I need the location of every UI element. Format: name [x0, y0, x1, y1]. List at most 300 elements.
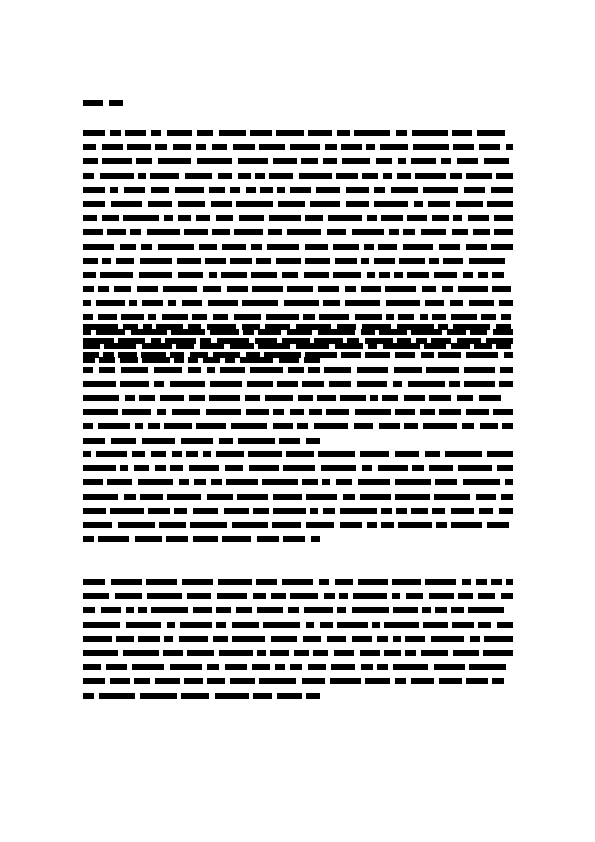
- illegible-word: [453, 215, 462, 221]
- illegible-word: [102, 144, 123, 150]
- illegible-word: [506, 144, 513, 150]
- illegible-word: [497, 622, 513, 628]
- illegible-word: [347, 338, 359, 344]
- text-line: [83, 269, 513, 283]
- illegible-word: [366, 144, 375, 150]
- illegible-word: [499, 381, 513, 387]
- illegible-word: [290, 664, 302, 670]
- illegible-word: [159, 522, 186, 528]
- illegible-word: [306, 522, 334, 528]
- illegible-word: [139, 395, 155, 401]
- illegible-word: [360, 494, 391, 500]
- illegible-word: [302, 381, 324, 387]
- illegible-word: [140, 693, 177, 699]
- illegible-word: [154, 367, 182, 373]
- illegible-word: [246, 187, 256, 193]
- illegible-word: [245, 395, 260, 401]
- illegible-word: [213, 636, 228, 642]
- illegible-word: [333, 244, 359, 250]
- illegible-word: [462, 423, 474, 429]
- illegible-word: [273, 409, 284, 415]
- illegible-word: [290, 593, 318, 599]
- illegible-word: [101, 607, 121, 613]
- illegible-word: [308, 130, 332, 136]
- illegible-word: [501, 314, 511, 320]
- illegible-word: [120, 465, 128, 471]
- illegible-word: [197, 158, 232, 164]
- illegible-word: [411, 508, 428, 514]
- illegible-word: [365, 678, 390, 684]
- illegible-word: [422, 286, 436, 292]
- illegible-word: [324, 367, 351, 373]
- illegible-word: [383, 173, 392, 179]
- illegible-word: [389, 229, 399, 235]
- illegible-word: [257, 536, 279, 542]
- illegible-word: [123, 324, 138, 330]
- illegible-word: [428, 201, 450, 207]
- illegible-word: [420, 314, 428, 320]
- illegible-word: [487, 451, 513, 457]
- illegible-word: [231, 423, 267, 429]
- illegible-word: [505, 479, 513, 485]
- text-line: [83, 435, 513, 449]
- illegible-word: [156, 324, 183, 330]
- heading-word: [109, 100, 123, 106]
- illegible-word: [365, 338, 393, 344]
- illegible-word: [456, 201, 483, 207]
- illegible-word: [463, 272, 473, 278]
- illegible-word: [173, 144, 191, 150]
- illegible-word: [304, 607, 333, 613]
- illegible-word: [147, 229, 180, 235]
- illegible-word: [353, 593, 387, 599]
- illegible-word: [147, 593, 182, 599]
- illegible-word: [207, 324, 236, 330]
- illegible-word: [190, 352, 208, 358]
- illegible-word: [200, 338, 211, 344]
- illegible-word: [83, 173, 94, 179]
- text-line: [83, 420, 513, 434]
- illegible-word: [203, 286, 221, 292]
- illegible-word: [83, 622, 120, 628]
- illegible-word: [118, 352, 137, 358]
- illegible-word: [420, 409, 435, 415]
- text-line: [83, 184, 513, 198]
- illegible-word: [212, 144, 227, 150]
- illegible-word: [203, 451, 211, 457]
- illegible-word: [415, 173, 446, 179]
- illegible-word: [188, 324, 201, 330]
- illegible-word: [432, 314, 446, 320]
- illegible-word: [238, 438, 275, 444]
- illegible-word: [323, 508, 335, 514]
- illegible-word: [393, 664, 428, 670]
- illegible-word: [137, 286, 158, 292]
- text-line: [83, 491, 513, 505]
- illegible-word: [501, 593, 513, 599]
- illegible-word: [193, 536, 218, 542]
- illegible-word: [162, 314, 188, 320]
- illegible-word: [142, 438, 175, 444]
- illegible-word: [189, 395, 205, 401]
- text-line: [83, 675, 513, 689]
- illegible-word: [273, 423, 293, 429]
- text-line: [83, 255, 513, 269]
- illegible-word: [308, 664, 326, 670]
- illegible-word: [429, 395, 451, 401]
- illegible-word: [222, 536, 251, 542]
- illegible-word: [255, 338, 277, 344]
- illegible-word: [230, 678, 255, 684]
- illegible-word: [83, 201, 105, 207]
- illegible-word: [83, 438, 105, 444]
- illegible-word: [423, 187, 458, 193]
- illegible-word: [290, 187, 311, 193]
- illegible-word: [110, 508, 144, 514]
- illegible-word: [396, 508, 407, 514]
- illegible-word: [83, 536, 94, 542]
- text-line: [83, 392, 513, 406]
- illegible-word: [310, 201, 340, 207]
- illegible-word: [123, 215, 159, 221]
- illegible-word: [378, 465, 408, 471]
- illegible-word: [457, 395, 473, 401]
- illegible-word: [110, 130, 121, 136]
- illegible-word: [106, 664, 127, 670]
- illegible-word: [354, 130, 390, 136]
- illegible-word: [379, 272, 390, 278]
- illegible-word: [102, 158, 132, 164]
- illegible-word: [377, 664, 388, 670]
- illegible-word: [436, 522, 447, 528]
- illegible-word: [306, 693, 320, 699]
- illegible-word: [209, 395, 240, 401]
- illegible-word: [327, 636, 346, 642]
- illegible-word: [502, 423, 513, 429]
- illegible-word: [275, 664, 285, 670]
- illegible-word: [470, 636, 480, 642]
- illegible-word: [124, 187, 145, 193]
- illegible-word: [341, 352, 361, 358]
- illegible-word: [313, 650, 328, 656]
- illegible-word: [392, 579, 421, 585]
- illegible-word: [438, 352, 461, 358]
- illegible-word: [269, 215, 301, 221]
- illegible-word: [189, 465, 219, 471]
- illegible-word: [491, 244, 513, 250]
- illegible-word: [118, 338, 145, 344]
- illegible-word: [362, 465, 372, 471]
- illegible-word: [206, 409, 241, 415]
- illegible-word: [441, 158, 451, 164]
- illegible-word: [262, 479, 298, 485]
- illegible-word: [179, 636, 208, 642]
- illegible-word: [319, 579, 329, 585]
- illegible-word: [238, 173, 251, 179]
- illegible-word: [422, 607, 431, 613]
- illegible-word: [141, 352, 166, 358]
- illegible-word: [480, 423, 498, 429]
- illegible-word: [380, 144, 408, 150]
- illegible-word: [299, 173, 332, 179]
- illegible-word: [372, 622, 380, 628]
- illegible-word: [278, 201, 305, 207]
- illegible-word: [83, 409, 118, 415]
- illegible-word: [395, 494, 430, 500]
- illegible-word: [252, 664, 270, 670]
- illegible-word: [381, 215, 403, 221]
- text-line: [83, 604, 513, 618]
- illegible-word: [398, 158, 406, 164]
- illegible-word: [288, 607, 299, 613]
- illegible-word: [393, 636, 401, 642]
- illegible-word: [499, 508, 513, 514]
- illegible-word: [445, 451, 482, 457]
- illegible-word: [251, 244, 262, 250]
- illegible-word: [100, 272, 133, 278]
- illegible-word: [259, 144, 285, 150]
- illegible-word: [395, 352, 415, 358]
- text-line: [83, 533, 513, 547]
- illegible-word: [398, 522, 432, 528]
- illegible-word: [395, 451, 419, 457]
- illegible-word: [481, 314, 496, 320]
- illegible-word: [216, 215, 233, 221]
- illegible-word: [121, 367, 148, 373]
- illegible-word: [334, 650, 354, 656]
- illegible-word: [233, 144, 255, 150]
- illegible-word: [155, 465, 166, 471]
- illegible-word: [263, 622, 300, 628]
- illegible-word: [211, 479, 222, 485]
- illegible-word: [333, 272, 361, 278]
- illegible-word: [102, 215, 119, 221]
- illegible-word: [166, 536, 188, 542]
- illegible-word: [270, 650, 289, 656]
- illegible-word: [303, 636, 321, 642]
- illegible-word: [179, 479, 189, 485]
- illegible-word: [83, 352, 99, 358]
- illegible-word: [301, 158, 318, 164]
- illegible-word: [425, 579, 456, 585]
- illegible-word: [492, 678, 504, 684]
- illegible-word: [146, 579, 177, 585]
- illegible-word: [126, 607, 134, 613]
- illegible-word: [453, 650, 479, 656]
- illegible-word: [320, 622, 333, 628]
- illegible-word: [83, 215, 97, 221]
- illegible-word: [209, 272, 217, 278]
- illegible-word: [412, 465, 424, 471]
- illegible-word: [267, 244, 299, 250]
- illegible-word: [83, 636, 112, 642]
- illegible-word: [170, 465, 183, 471]
- illegible-word: [421, 352, 434, 358]
- illegible-word: [450, 173, 462, 179]
- illegible-word: [434, 664, 465, 670]
- illegible-word: [496, 173, 513, 179]
- illegible-word: [468, 607, 504, 613]
- illegible-word: [114, 286, 131, 292]
- illegible-word: [457, 158, 478, 164]
- illegible-word: [197, 130, 213, 136]
- illegible-word: [451, 522, 482, 528]
- text-line: [83, 127, 513, 141]
- text-line: [83, 462, 513, 476]
- illegible-word: [283, 465, 315, 471]
- illegible-word: [492, 286, 511, 292]
- illegible-word: [190, 522, 227, 528]
- illegible-word: [326, 409, 349, 415]
- illegible-word: [215, 693, 249, 699]
- illegible-word: [314, 423, 348, 429]
- illegible-word: [318, 451, 355, 457]
- illegible-word: [304, 272, 329, 278]
- illegible-word: [83, 324, 118, 330]
- illegible-word: [83, 338, 114, 344]
- illegible-word: [142, 300, 163, 306]
- illegible-word: [158, 158, 191, 164]
- illegible-word: [416, 338, 427, 344]
- illegible-word: [310, 508, 318, 514]
- illegible-word: [414, 201, 423, 207]
- illegible-word: [98, 314, 117, 320]
- illegible-word: [125, 395, 135, 401]
- illegible-word: [407, 272, 429, 278]
- illegible-word: [282, 272, 298, 278]
- illegible-word: [306, 622, 314, 628]
- illegible-word: [316, 187, 340, 193]
- illegible-word: [129, 300, 137, 306]
- illegible-word: [242, 300, 278, 306]
- illegible-word: [83, 494, 118, 500]
- illegible-word: [385, 286, 416, 292]
- illegible-word: [435, 607, 447, 613]
- illegible-word: [83, 314, 93, 320]
- illegible-word: [83, 693, 94, 699]
- illegible-word: [226, 479, 258, 485]
- illegible-word: [452, 130, 472, 136]
- illegible-word: [252, 286, 283, 292]
- illegible-word: [111, 438, 136, 444]
- illegible-word: [462, 579, 471, 585]
- illegible-word: [213, 352, 240, 358]
- illegible-word: [287, 286, 313, 292]
- illegible-word: [386, 300, 420, 306]
- illegible-word: [164, 423, 192, 429]
- illegible-word: [234, 229, 263, 235]
- illegible-word: [138, 636, 160, 642]
- illegible-word: [271, 593, 286, 599]
- illegible-word: [260, 187, 273, 193]
- illegible-word: [279, 438, 300, 444]
- illegible-word: [83, 423, 93, 429]
- illegible-word: [122, 409, 151, 415]
- illegible-word: [337, 622, 368, 628]
- illegible-word: [138, 479, 173, 485]
- illegible-word: [139, 272, 172, 278]
- illegible-word: [178, 201, 205, 207]
- text-line: [83, 364, 513, 378]
- illegible-word: [305, 258, 330, 264]
- illegible-word: [435, 479, 457, 485]
- illegible-word: [257, 607, 283, 613]
- illegible-word: [352, 229, 384, 235]
- illegible-word: [273, 494, 302, 500]
- illegible-word: [336, 479, 352, 485]
- illegible-word: [466, 352, 498, 358]
- illegible-word: [219, 650, 253, 656]
- illegible-word: [469, 258, 505, 264]
- illegible-word: [449, 381, 460, 387]
- illegible-word: [487, 522, 509, 528]
- illegible-word: [346, 187, 369, 193]
- illegible-word: [374, 258, 395, 264]
- illegible-word: [341, 144, 362, 150]
- illegible-word: [175, 187, 204, 193]
- illegible-word: [337, 324, 356, 330]
- illegible-word: [246, 352, 260, 358]
- illegible-word: [168, 300, 176, 306]
- illegible-word: [178, 272, 203, 278]
- illegible-word: [294, 650, 309, 656]
- illegible-word: [411, 158, 436, 164]
- illegible-word: [484, 158, 509, 164]
- illegible-word: [230, 258, 252, 264]
- illegible-word: [187, 650, 214, 656]
- illegible-word: [439, 678, 462, 684]
- illegible-word: [185, 173, 212, 179]
- illegible-word: [167, 622, 175, 628]
- illegible-word: [217, 593, 247, 599]
- illegible-word: [194, 479, 206, 485]
- illegible-word: [491, 187, 513, 193]
- illegible-word: [466, 244, 487, 250]
- text-line: [83, 241, 513, 255]
- illegible-word: [134, 678, 150, 684]
- illegible-word: [504, 352, 513, 358]
- illegible-word: [405, 650, 416, 656]
- illegible-word: [111, 201, 142, 207]
- illegible-word: [405, 636, 425, 642]
- paragraph-3: [83, 448, 513, 547]
- illegible-word: [170, 664, 202, 670]
- illegible-word: [126, 622, 161, 628]
- illegible-word: [290, 409, 304, 415]
- illegible-word: [170, 381, 205, 387]
- illegible-word: [491, 579, 502, 585]
- illegible-word: [434, 494, 470, 500]
- illegible-word: [335, 258, 357, 264]
- illegible-word: [130, 229, 141, 235]
- illegible-word: [423, 423, 457, 429]
- illegible-word: [83, 244, 114, 250]
- illegible-word: [453, 144, 474, 150]
- illegible-word: [172, 451, 182, 457]
- illegible-word: [115, 593, 142, 599]
- illegible-word: [407, 215, 427, 221]
- illegible-word: [458, 286, 488, 292]
- illegible-word: [225, 664, 247, 670]
- illegible-word: [225, 465, 243, 471]
- illegible-word: [99, 367, 115, 373]
- illegible-word: [83, 158, 98, 164]
- illegible-word: [477, 130, 505, 136]
- illegible-word: [362, 173, 378, 179]
- text-line: [83, 155, 513, 169]
- illegible-word: [308, 367, 320, 373]
- illegible-word: [255, 173, 265, 179]
